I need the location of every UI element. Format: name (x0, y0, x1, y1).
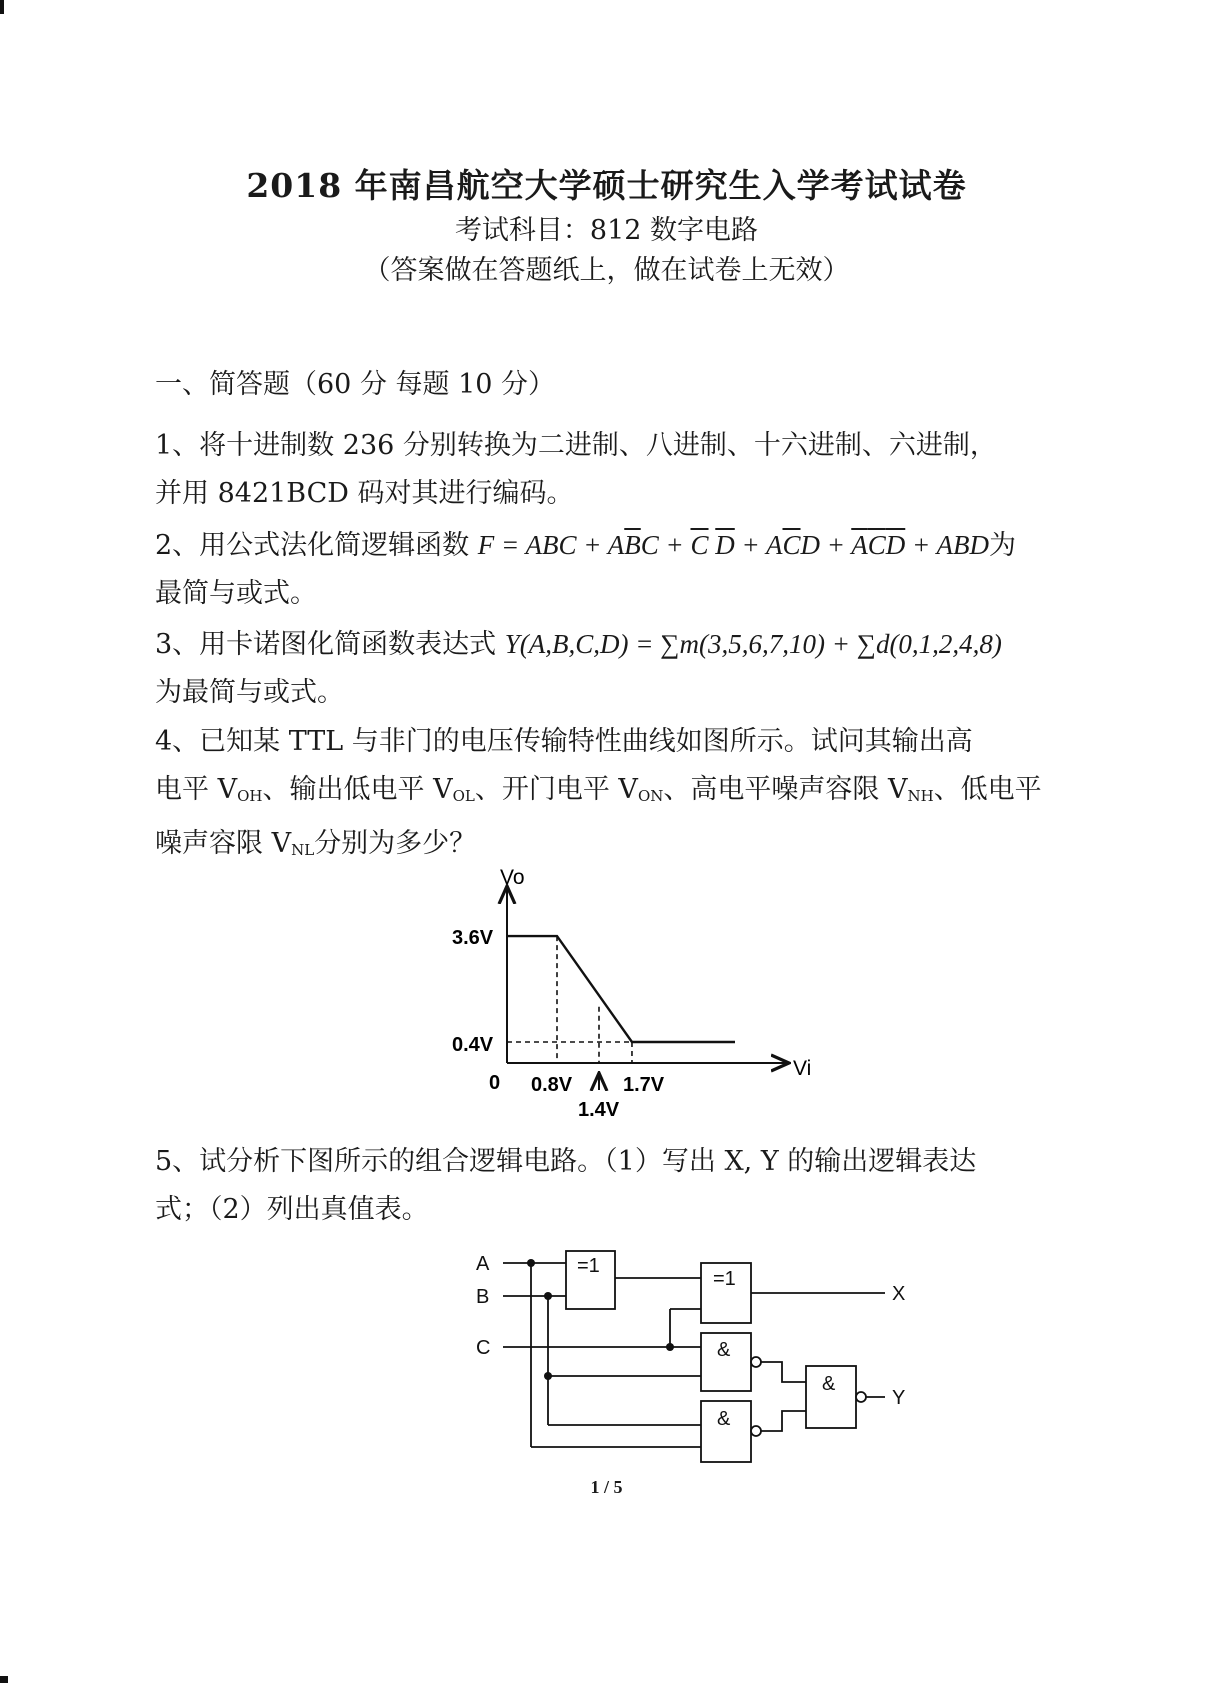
question-2-prefix: 2、用公式法化简逻辑函数 (155, 530, 470, 561)
section-heading: 一、简答题（60 分 每题 10 分） (155, 369, 556, 400)
answer-note: （答案做在答题纸上，做在试卷上无效） (363, 255, 850, 286)
and-gate-2 (701, 1401, 751, 1462)
x-tick-1-4v: 1.4V (578, 1099, 620, 1121)
input-c-label: C (476, 1337, 491, 1359)
question-3-line-2: 为最简与或式。 (155, 677, 344, 708)
question-2-line-1 (155, 521, 1075, 570)
page-number: 1 / 5 (590, 1477, 623, 1497)
question-2 (155, 521, 1075, 618)
vtc-curve (507, 936, 735, 1042)
scan-corner-mark (0, 0, 4, 14)
question-3-line-1 (155, 620, 1075, 669)
boolean-formula: F = ABC + $A\overline{B}C + \overline{C}$ $\overline{D} + A\overline{C}D + \overline{A}\overline{C}\overline{D}$ + ABD (477, 530, 989, 560)
xor-1-symbol: =1 (577, 1255, 600, 1277)
question-2-suffix: 为 (988, 530, 1016, 561)
xor-2-symbol: =1 (713, 1268, 736, 1290)
page-title: 2018 年南昌航空大学硕士研究生入学考试试卷 (246, 166, 967, 205)
output-y-label: Y (892, 1387, 906, 1409)
question-4-line-2: 电平 $V_{OH}$、输出低电平 $V_{OL}$、开门电平 $V_{ON}$、高电平噪声容限 $V_{NH}$、低电平 (155, 774, 1042, 805)
x-tick-0-8v: 0.8V (531, 1074, 573, 1096)
vo-axis-label: Vo (500, 866, 525, 889)
y-tick-0-4v: 0.4V (452, 1034, 494, 1056)
junction-b (544, 1292, 552, 1300)
and-2-symbol: & (717, 1408, 731, 1430)
output-x-label: X (892, 1283, 906, 1305)
junction-a (527, 1259, 535, 1267)
and-gate-1 (701, 1333, 751, 1391)
wire-nand1-out (761, 1362, 806, 1382)
exam-subject: 考试科目：812 数字电路 (454, 215, 759, 246)
vtc-plot (507, 936, 735, 1063)
question-5 (155, 1138, 1075, 1234)
xor-gate-1 (566, 1251, 615, 1309)
karnaugh-function-formula: Y(A,B,C,D) = ∑m(3,5,6,7,10) + ∑d(0,1,2,4,8) (504, 629, 1002, 659)
question-5-line-2: 式；（2）列出真值表。 (155, 1194, 429, 1225)
and-1-symbol: & (717, 1339, 731, 1361)
origin-label: 0 (489, 1072, 501, 1094)
question-1 (155, 422, 1075, 518)
question-2-line-2: 最简与或式。 (155, 578, 317, 609)
junction-c (666, 1343, 674, 1351)
and-gate-3 (806, 1366, 856, 1428)
question-3 (155, 620, 1075, 717)
input-a-label: A (476, 1253, 490, 1275)
junction-b2 (544, 1372, 552, 1380)
y-tick-3-6v: 3.6V (452, 927, 494, 949)
vi-axis-label: Vi (793, 1057, 812, 1080)
question-1-line-1: 1、将十进制数 236 分别转换为二进制、八进制、十六进制、六进制， (155, 430, 997, 461)
input-b-label: B (476, 1286, 490, 1308)
wire-nand2-out (761, 1411, 806, 1431)
question-4-line-3: 噪声容限 $V_{NL}$分别为多少？ (155, 828, 477, 859)
and-3-symbol: & (822, 1373, 836, 1395)
scan-corner-mark (0, 1676, 8, 1683)
x-tick-1-7v: 1.7V (623, 1074, 665, 1096)
question-3-prefix: 3、用卡诺图化简函数表达式 (155, 629, 497, 660)
xor-gate-2 (701, 1263, 751, 1323)
question-4-line-1: 4、已知某 TTL 与非门的电压传输特性曲线如图所示。试问其输出高 (155, 726, 973, 757)
question-1-line-2: 并用 8421BCD 码对其进行编码。 (155, 478, 574, 509)
question-5-line-1: 5、试分析下图所示的组合逻辑电路。（1）写出 X, Y 的输出逻辑表达 (155, 1146, 977, 1177)
question-4 (155, 718, 1075, 874)
